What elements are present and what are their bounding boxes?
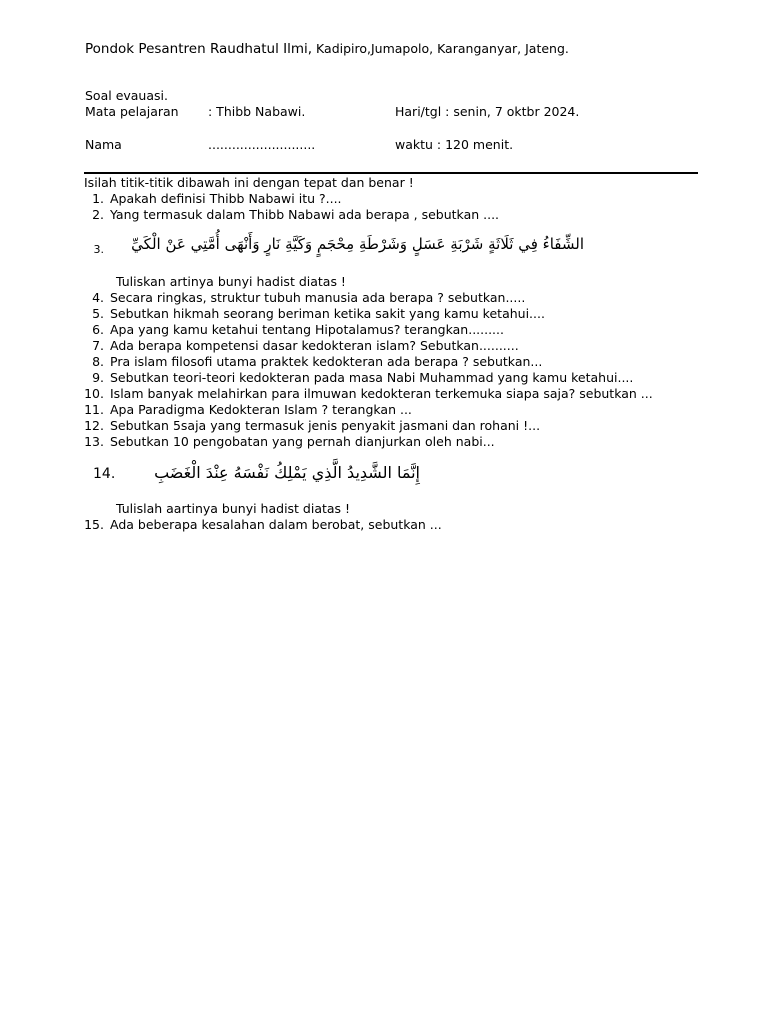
subject-label: Mata pelajaran (85, 104, 179, 119)
exam-time: waktu : 120 menit. (395, 137, 514, 152)
question-2 (74, 207, 499, 222)
question-14-number: 14. (93, 466, 116, 482)
question-text: Apakah definisi Thibb Nabawi itu ?.... (110, 191, 342, 206)
question-text: Ada beberapa kesalahan dalam berobat, sebutkan ... (110, 517, 442, 532)
hadith-arabic-1: الشِّفَاءُ فِي ثَلَاثَةٍ شَرْبَةِ عَسَلٍ وَشَرْطَةِ مِحْجَمٍ وَكَيَّةِ نَارٍ وَأَنْهَى أُمَّتِي عَنْ الْكَيِّ (131, 235, 584, 253)
question-text: Islam banyak melahirkan para ilmuwan kedokteran terkemuka siapa saja? sebutkan ... (110, 386, 653, 401)
hadith-prompt-2: Tulislah aartinya bunyi hadist diatas ! (116, 501, 351, 516)
question-1 (74, 191, 342, 206)
question-9: 9. Sebutkan teori-teori kedokteran pada masa Nabi Muhammad yang kamu ketahui.... (92, 370, 634, 385)
question-text: Pra islam filosofi utama praktek kedokteran ada berapa ? sebutkan... (110, 354, 543, 369)
question-8: 8. Pra islam filosofi utama praktek kedokteran ada berapa ? sebutkan... (92, 354, 543, 369)
exam-date: Hari/tgl : senin, 7 oktbr 2024. (395, 104, 580, 119)
question-number: 1. (92, 191, 104, 206)
question-text: Ada berapa kompetensi dasar kedokteran islam? Sebutkan.......... (110, 338, 519, 353)
school-location: Kadipiro,Jumapolo, Karanganyar, Jateng. (312, 41, 569, 56)
question-text: Sebutkan teori-teori kedokteran pada masa Nabi Muhammad yang kamu ketahui.... (110, 370, 634, 385)
school-name: Pondok Pesantren Raudhatul Ilmi, (85, 41, 313, 57)
header-divider (84, 172, 698, 174)
question-number: 2. (92, 207, 104, 222)
name-blank: ........................... (208, 137, 316, 152)
question-text: Sebutkan 10 pengobatan yang pernah dianjurkan oleh nabi... (110, 434, 495, 449)
subject-value: : Thibb Nabawi. (208, 104, 306, 119)
question-text: Secara ringkas, struktur tubuh manusia ada berapa ? sebutkan..... (110, 290, 526, 305)
question-13: 13. Sebutkan 10 pengobatan yang pernah dianjurkan oleh nabi... (84, 434, 495, 449)
question-5: 5. Sebutkan hikmah seorang beriman ketika sakit yang kamu ketahui.... (92, 306, 545, 321)
exam-title: Soal evauasi. (85, 88, 168, 103)
question-4: 4. Secara ringkas, struktur tubuh manusia ada berapa ? sebutkan..... (92, 290, 526, 305)
question-10: 10. Islam banyak melahirkan para ilmuwan kedokteran terkemuka siapa saja? sebutkan ... (84, 386, 653, 401)
question-6: 6. Apa yang kamu ketahui tentang Hipotalamus? terangkan......... (92, 322, 504, 337)
question-7: 7. Ada berapa kompetensi dasar kedokteran islam? Sebutkan.......... (92, 338, 519, 353)
question-text: Yang termasuk dalam Thibb Nabawi ada berapa , sebutkan .... (110, 207, 500, 222)
school-header (85, 41, 569, 57)
question-text: Sebutkan 5saja yang termasuk jenis penyakit jasmani dan rohani !... (110, 418, 541, 433)
question-12: 12. Sebutkan 5saja yang termasuk jenis penyakit jasmani dan rohani !... (84, 418, 541, 433)
question-text: Apa Paradigma Kedokteran Islam ? terangkan ... (110, 402, 412, 417)
hadith-arabic-2: إِنَّمَا الشَّدِيدُ الَّذِي يَمْلِكُ نَفْسَهُ عِنْدَ الْغَضَبِ (154, 463, 420, 482)
question-15: 15. Ada beberapa kesalahan dalam berobat, sebutkan ... (84, 517, 442, 532)
name-label: Nama (85, 137, 122, 152)
question-text: Sebutkan hikmah seorang beriman ketika sakit yang kamu ketahui.... (110, 306, 545, 321)
question-text: Apa yang kamu ketahui tentang Hipotalamus? terangkan......... (110, 322, 504, 337)
hadith-prompt-1: Tuliskan artinya bunyi hadist diatas ! (116, 274, 346, 289)
question-3-number: 3. (93, 243, 104, 256)
instructions: Isilah titik-titik dibawah ini dengan tepat dan benar ! (84, 175, 414, 190)
question-11: 11. Apa Paradigma Kedokteran Islam ? terangkan ... (84, 402, 412, 417)
